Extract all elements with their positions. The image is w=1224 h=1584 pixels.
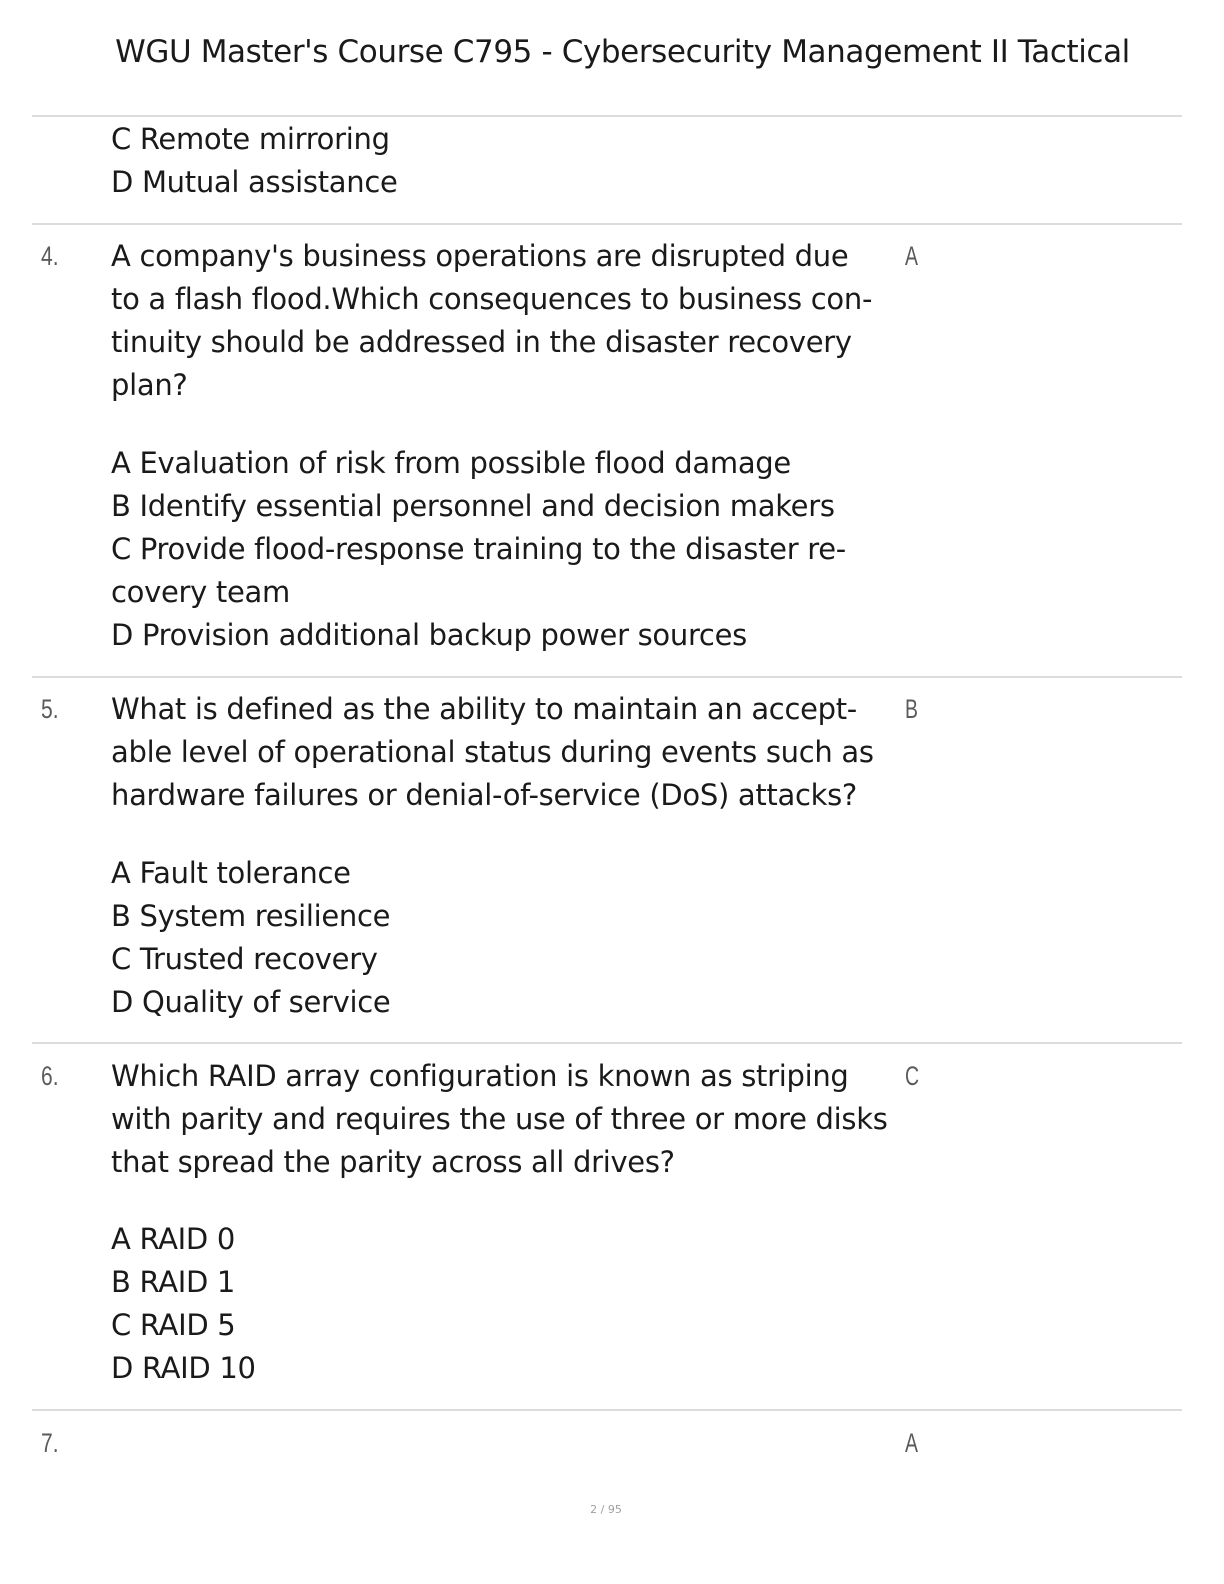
option-line: D Mutual assistance [111,165,398,199]
option-line: covery team [111,575,290,609]
question-number: 6. [41,1061,59,1091]
answer-options [111,442,846,657]
question-line: that spread the parity across all drives? [111,1145,675,1179]
option-line: C Trusted recovery [111,942,378,976]
question-line: hardware failures or denial-of-service (DoS) attacks? [111,778,858,812]
question-text [111,688,874,817]
option-line: B System resilience [111,899,391,933]
question-number: 4. [41,241,59,271]
question-number: 5. [41,694,59,724]
option-line: C Remote mirroring [111,122,390,156]
divider [32,115,1182,117]
question-line: plan? [111,368,188,402]
option-line: D RAID 10 [111,1351,256,1385]
question-line: to a flash flood.Which consequences to business con- [111,282,873,316]
option-line: D Quality of service [111,985,391,1019]
question-line: tinuity should be addressed in the disaster recovery [111,325,852,359]
question-line: with parity and requires the use of three or more disks [111,1102,888,1136]
option-line: A Fault tolerance [111,856,351,890]
answer-key: A [905,1428,918,1458]
divider [32,1042,1182,1044]
option-line: A RAID 0 [111,1222,236,1256]
question-text [111,235,872,407]
divider [32,676,1182,678]
question-line: able level of operational status during events such as [111,735,874,769]
question-line: Which RAID array configuration is known as striping [111,1059,849,1093]
answer-options [111,852,390,1024]
divider [32,223,1182,225]
question-text [111,1055,888,1184]
option-line: A Evaluation of risk from possible flood damage [111,446,791,480]
question-line: What is defined as the ability to maintain an accept- [111,692,857,726]
option-line: B Identify essential personnel and decision makers [111,489,835,523]
carryover-options [111,118,398,204]
option-line: D Provision additional backup power sources [111,618,747,652]
answer-options [111,1218,256,1390]
page-indicator: 2 / 95 [590,1503,622,1516]
option-line: C RAID 5 [111,1308,236,1342]
answer-key: B [905,694,918,724]
question-line: A company's business operations are disrupted due [111,239,849,273]
answer-key: A [905,241,918,271]
option-line: C Provide flood-response training to the disaster re- [111,532,846,566]
question-number: 7. [41,1428,59,1458]
option-line: B RAID 1 [111,1265,236,1299]
page-title: WGU Master's Course C795 - Cybersecurity Management II Tactical [115,34,1130,70]
answer-key: C [905,1061,920,1091]
divider [32,1409,1182,1411]
